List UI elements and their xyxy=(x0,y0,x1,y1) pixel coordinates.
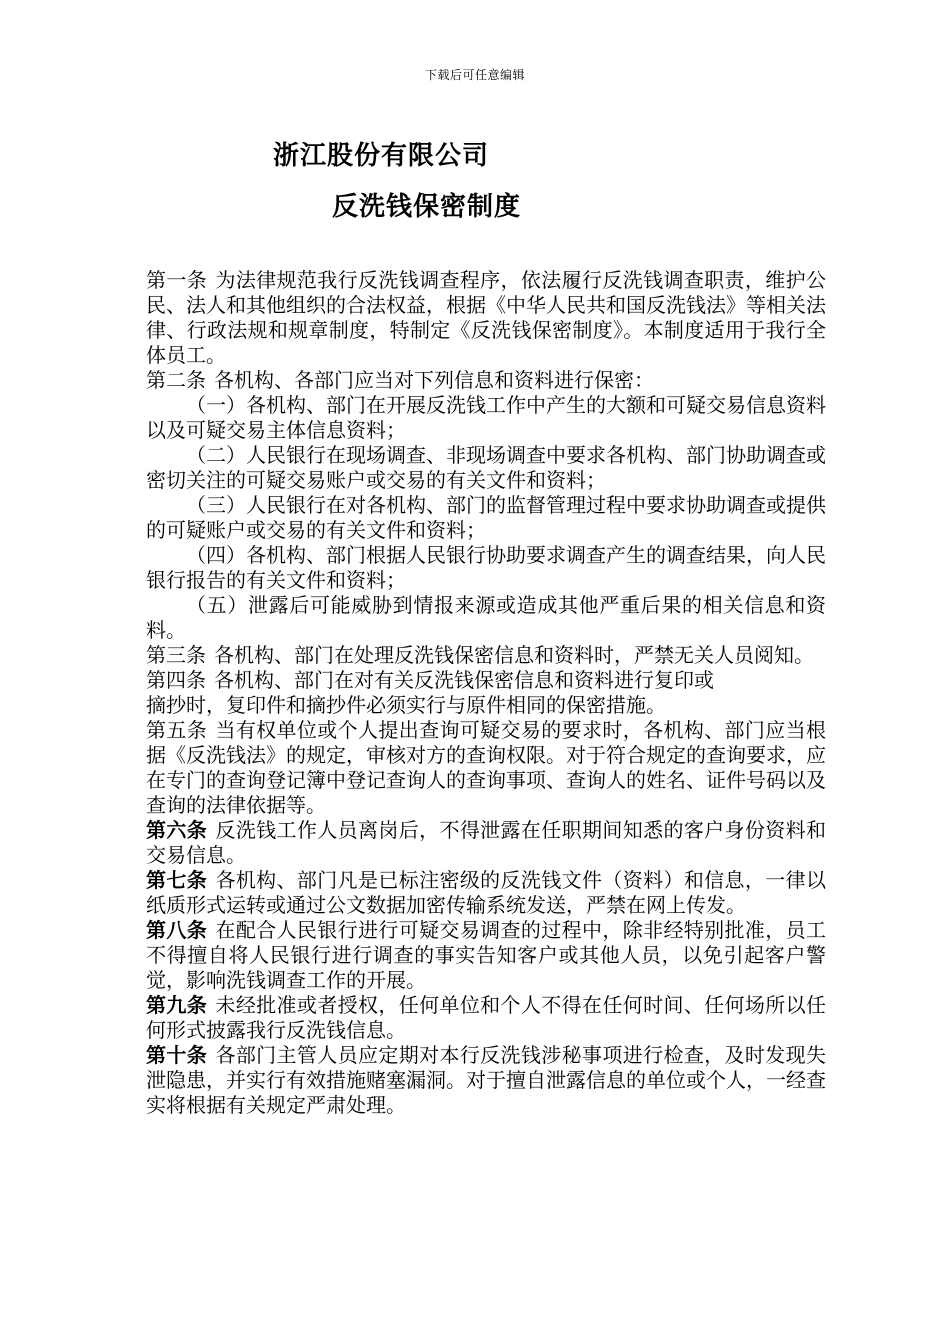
article-label: 第二条 xyxy=(146,368,206,392)
article-label: 第八条 xyxy=(146,918,208,942)
header-note: 下载后可任意编辑 xyxy=(424,68,525,82)
article-3 xyxy=(146,643,826,668)
article-text-continued: 摘抄时，复印件和摘抄件必须实行与原件相同的保密措施。 xyxy=(146,693,666,717)
article-text: 各部门主管人员应定期对本行反洗钱涉秘事项进行检查，及时发现失泄隐患，并实行有效措施赌塞漏洞。对于擅自泄露信息的单位或个人，一经查实将根据有关规定严肃处理。 xyxy=(146,1043,827,1117)
article-6 xyxy=(146,818,826,868)
article-10 xyxy=(146,1043,826,1118)
article-text: 各机构、部门凡是已标注密级的反洗钱文件（资料）和信息，一律以纸质形式运转或通过公文数据加密传输系统发送，严禁在网上传发。 xyxy=(146,868,827,917)
item-text: （二）人民银行在现场调查、非现场调查中要求各机构、部门协助调查或密切关注的可疑交易账户或交易的有关文件和资料； xyxy=(146,443,826,492)
article-label: 第六条 xyxy=(146,818,208,842)
article-2-item-5 xyxy=(146,593,826,643)
article-2-item-4 xyxy=(146,543,826,593)
document-body xyxy=(146,268,826,1118)
article-text: 各机构、各部门应当对下列信息和资料进行保密： xyxy=(214,368,654,392)
article-label: 第七条 xyxy=(146,868,208,892)
article-text: 当有权单位或个人提出查询可疑交易的要求时，各机构、部门应当根据《反洗钱法》的规定，审核对方的查询权限。对于符合规定的查询要求，应在专门的查询登记簿中登记查询人的查询事项、查询人的姓名、证件号码以及查询的法律依据等。 xyxy=(146,718,827,817)
article-label: 第十条 xyxy=(146,1043,208,1067)
article-7 xyxy=(146,868,826,918)
article-text: 各机构、部门在处理反洗钱保密信息和资料时，严禁无关人员阅知。 xyxy=(214,643,814,667)
article-label: 第五条 xyxy=(146,718,208,742)
document-title-policy: 反洗钱保密制度 xyxy=(332,192,522,222)
article-8 xyxy=(146,918,826,993)
article-4 xyxy=(146,668,826,718)
article-label: 第一条 xyxy=(146,268,208,292)
document-title-company: 浙江股份有限公司 xyxy=(273,141,490,171)
article-1 xyxy=(146,268,826,368)
item-text: （三）人民银行在对各机构、部门的监督管理过程中要求协助调查或提供的可疑账户或交易的有关文件和资料； xyxy=(146,493,826,542)
article-2-item-3 xyxy=(146,493,826,543)
article-label: 第三条 xyxy=(146,643,206,667)
item-text: （四）各机构、部门根据人民银行协助要求调查产生的调查结果，向人民银行报告的有关文件和资料； xyxy=(146,543,826,592)
article-text: 反洗钱工作人员离岗后，不得泄露在任职期间知悉的客户身份资料和交易信息。 xyxy=(146,818,827,867)
article-text: 各机构、部门在对有关反洗钱保密信息和资料进行复印或 xyxy=(214,668,714,692)
article-5 xyxy=(146,718,826,818)
article-9 xyxy=(146,993,826,1043)
article-label: 第四条 xyxy=(146,668,206,692)
article-2-item-1 xyxy=(146,393,826,443)
article-2-item-2 xyxy=(146,443,826,493)
item-text: （一）各机构、部门在开展反洗钱工作中产生的大额和可疑交易信息资料以及可疑交易主体信息资料； xyxy=(146,393,826,442)
article-label: 第九条 xyxy=(146,993,208,1017)
article-text: 为法律规范我行反洗钱调查程序，依法履行反洗钱调查职责，维护公民、法人和其他组织的合法权益，根据《中华人民共和国反洗钱法》等相关法律、行政法规和规章制度，特制定《反洗钱保密制度》。本制度适用于我行全体员工。 xyxy=(146,268,827,367)
article-text: 在配合人民银行进行可疑交易调查的过程中，除非经特别批准，员工不得擅自将人民银行进行调查的事实告知客户或其他人员，以免引起客户警觉，影响洗钱调查工作的开展。 xyxy=(146,918,827,992)
article-2 xyxy=(146,368,826,393)
article-text: 未经批准或者授权，任何单位和个人不得在任何时间、任何场所以任何形式披露我行反洗钱信息。 xyxy=(146,993,827,1042)
item-text: （五）泄露后可能威胁到情报来源或造成其他严重后果的相关信息和资料。 xyxy=(146,593,826,642)
